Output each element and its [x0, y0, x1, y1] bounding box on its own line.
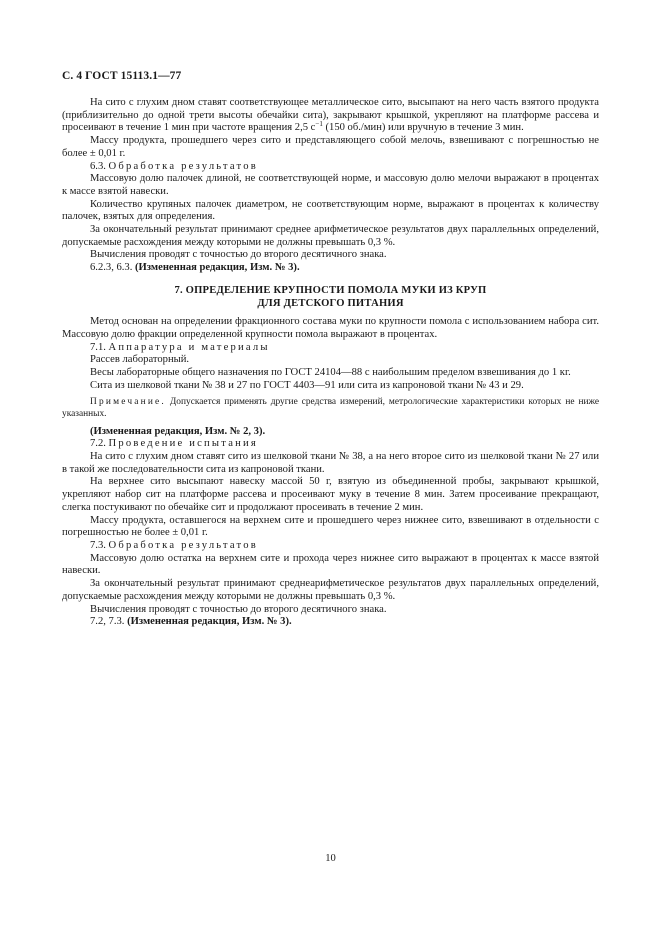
- paragraph: За окончательный результат принимают среднеарифметическое результатов двух параллельных определений, допускаемые расхождения между которыми не должны превышать 0,3 %.: [62, 578, 599, 602]
- section-title: Проведение испытания: [108, 438, 258, 450]
- paragraph: Массовую долю остатка на верхнем сите и прохода через нижнее сито выражают в процентах к массе взятой навески.: [62, 552, 599, 577]
- document-body: [62, 97, 599, 629]
- paragraph: Метод основан на определении фракционного состава муки по крупности помола с использованием набора сит. Массовую долю фракции определенной крупности помола выражают в процентах.: [62, 316, 599, 340]
- paragraph: Массовую долю палочек длиной, не соответствующей норме, и массовую долю мелочи выражают в процентах к массе взятой навески.: [62, 173, 599, 197]
- paragraph-text: На сито с глухим дном ставят соответствующее металлическое сито, высыпают на него часть взятого продукта (приблизительно до одной трети высоты обечайки сита), закрывают крышкой, укрепляют на платформе рассева и просеивают в течение 1 мин при частоте вращения 2,5 с: [62, 97, 599, 134]
- paragraph: За окончательный результат принимают среднее арифметическое результатов двух параллельных определений, допускаемые расхождения между которыми не должны превышать 0,3 %.: [62, 224, 599, 248]
- paragraph: На сито с глухим дном ставят сито из шелковой ткани № 38, а на него второе сито из шелковой ткани № 27 или в такой же последовательности сита из капроновой ткани.: [62, 451, 599, 475]
- section-title: Аппаратура и материалы: [108, 341, 270, 353]
- revision-note: (Измененная редакция, Изм. № 2, 3).: [90, 425, 266, 437]
- revision-note: [62, 262, 599, 275]
- title-line: ДЛЯ ДЕТСКОГО ПИТАНИЯ: [257, 297, 404, 309]
- paragraph: Массу продукта, прошедшего через сито и представляющего собой мелочь, взвешивают с погрешностью не более ± 0,01 г.: [62, 135, 599, 159]
- section-number: 7.2.: [90, 438, 109, 450]
- paragraph: Весы лабораторные общего назначения по ГОСТ 24104—88 с наибольшим пределом взвешивания до 1 кг.: [90, 367, 571, 379]
- note-label: Примечание.: [90, 397, 166, 408]
- paragraph: Вычисления проводят с точностью до второго десятичного знака.: [90, 249, 387, 261]
- section-title: Обработка результатов: [108, 160, 258, 172]
- paragraph: Количество крупяных палочек диаметром, не соответствующим норме, выражают в процентах к количеству палочек, взятых для определения.: [62, 198, 599, 223]
- section-heading-6-3: [62, 161, 599, 174]
- section-title: Обработка результатов: [108, 539, 258, 551]
- paragraph: Вычисления проводят с точностью до второго десятичного знака.: [90, 603, 387, 615]
- paragraph: [62, 97, 599, 135]
- section-number: 6.2.3, 6.3.: [90, 262, 136, 274]
- paragraph: Рассев лабораторный.: [90, 354, 190, 366]
- note: [62, 397, 599, 420]
- section-number: 6.3.: [90, 160, 109, 172]
- superscript: −1: [315, 120, 323, 129]
- section-heading-7-1: [62, 342, 599, 355]
- section-number: 7.1.: [90, 341, 109, 353]
- section-number: 7.3.: [90, 539, 109, 551]
- page-number: 10: [325, 853, 336, 864]
- section-number: 7.2, 7.3.: [90, 616, 128, 628]
- revision-text: (Измененная редакция, Изм. № 3).: [135, 262, 300, 274]
- revision-text: (Измененная редакция, Изм. № 3).: [127, 616, 292, 628]
- revision-note: [62, 616, 599, 629]
- section-heading-7-3: [62, 540, 599, 553]
- title-line: 7. ОПРЕДЕЛЕНИЕ КРУПНОСТИ ПОМОЛА МУКИ ИЗ КРУП: [174, 284, 487, 296]
- paragraph: На верхнее сито высыпают навеску массой 50 г, взятую из объединенной пробы, закрывают крышкой, укрепляют набор сит на платформе рассева и просеивают муку в течение 8 мин. Затем просеивание прекращают, слегка постукивают по обечайке сит и продолжают просеивать в течение 2 мин.: [62, 476, 599, 513]
- page-header: С. 4 ГОСТ 15113.1—77: [62, 70, 182, 82]
- note-text: Допускается применять другие средства измерений, метрологические характеристики которых не ниже указанных.: [62, 397, 599, 420]
- section-title-7: [62, 285, 599, 310]
- paragraph: Сита из шелковой ткани № 38 и 27 по ГОСТ 4403—91 или сита из капроновой ткани № 43 и 29.: [90, 379, 524, 391]
- section-heading-7-2: [62, 438, 599, 451]
- paragraph: Массу продукта, оставшегося на верхнем сите и прошедшего через нижнее сито, взвешивают в отдельности с погрешностью не более ± 0,01 г.: [62, 514, 599, 539]
- paragraph-text: (150 об./мин) или вручную в течение 3 мин.: [322, 122, 524, 134]
